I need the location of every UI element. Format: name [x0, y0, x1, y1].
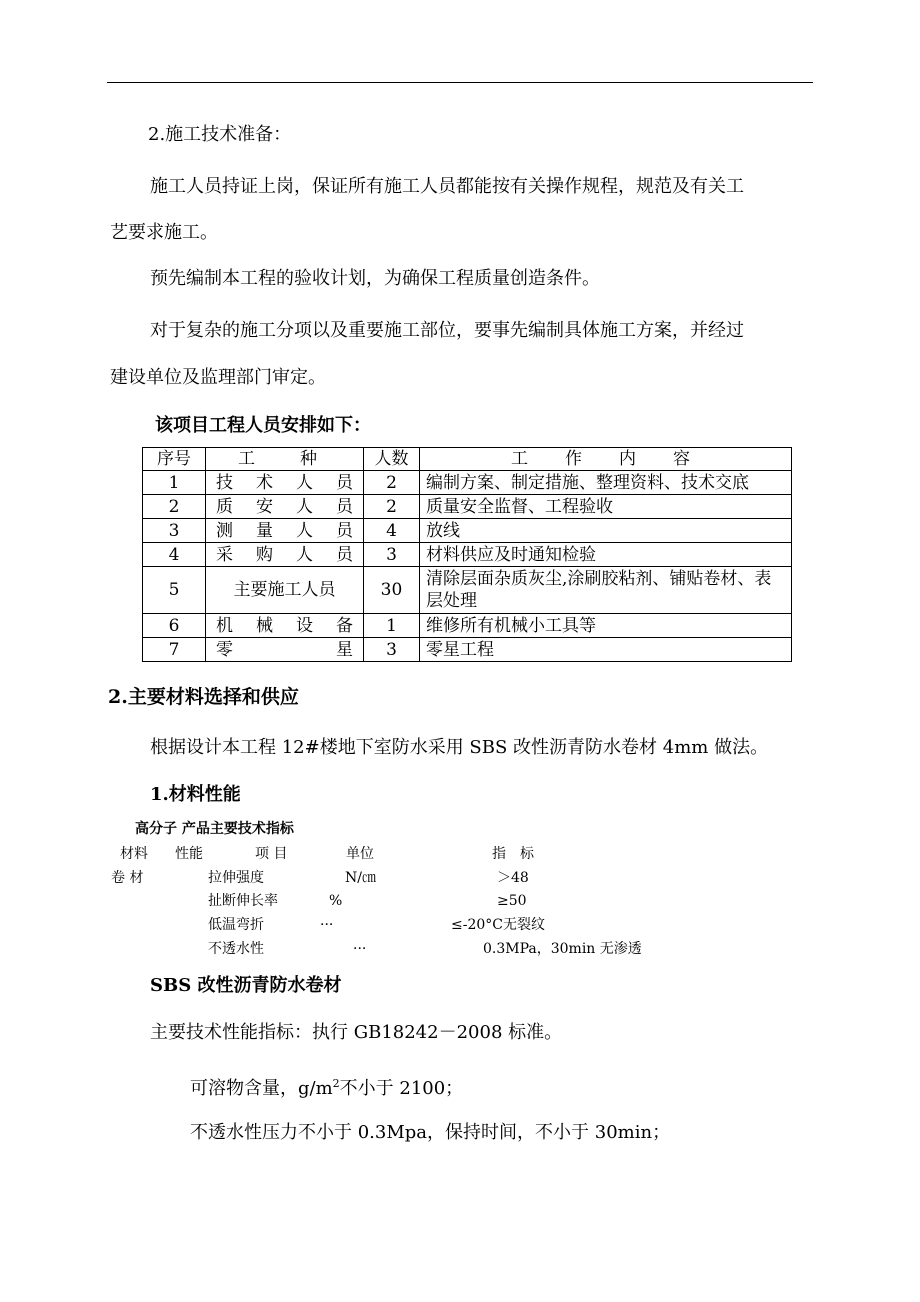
header-cell-work: 工 作 内 容: [420, 448, 792, 471]
spec-header-unit: 单位: [346, 846, 374, 862]
cell-type: 测量人员: [206, 519, 364, 543]
sbs-heading: SBS 改性沥青防水卷材: [150, 975, 342, 996]
cell-work: 材料供应及时通知检验: [420, 543, 792, 567]
spec-value: ≥50: [497, 893, 527, 909]
table-row: [143, 495, 792, 519]
cell-no: 5: [143, 567, 206, 614]
requirement-soluble-suffix: 不小于 2100；: [339, 1078, 464, 1099]
cell-type: 主要施工人员: [206, 567, 364, 614]
spec-header-item: 项 目: [255, 846, 288, 862]
cell-type: 零星: [206, 638, 364, 662]
spec-value: 0.3MPa，30min 无渗透: [483, 941, 642, 957]
table-row: [143, 614, 792, 638]
paragraph-certification-line1: 施工人员持证上岗，保证所有施工人员都能按有关操作规程，规范及有关工: [150, 176, 744, 197]
cell-work: 清除层面杂质灰尘,涂刷胶粘剂、铺贴卷材、表层处理: [420, 567, 792, 614]
cell-type: 采购人员: [206, 543, 364, 567]
cell-work: 维修所有机械小工具等: [420, 614, 792, 638]
spec-value: ＞48: [497, 870, 529, 886]
cell-no: 3: [143, 519, 206, 543]
staff-table: [142, 447, 792, 662]
requirement-soluble-sup: 2: [332, 1077, 340, 1090]
cell-work: 编制方案、制定措施、整理资料、技术交底: [420, 471, 792, 495]
cell-work: 放线: [420, 519, 792, 543]
table-row: [143, 519, 792, 543]
table-row: [143, 471, 792, 495]
header-cell-count: 人数: [364, 448, 420, 471]
cell-work: 质量安全监督、工程验收: [420, 495, 792, 519]
header-rule: [107, 82, 813, 83]
cell-no: 7: [143, 638, 206, 662]
paragraph-design-basis: 根据设计本工程 12#楼地下室防水采用 SBS 改性沥青防水卷材 4mm 做法。: [150, 737, 769, 758]
spec-unit: ···: [353, 941, 367, 957]
spec-item: 低温弯折: [208, 917, 264, 933]
requirement-soluble-prefix: 可溶物含量，g/m: [190, 1078, 333, 1099]
table-row: [143, 543, 792, 567]
table-header-row: [143, 448, 792, 471]
spec-unit: N/㎝: [345, 870, 376, 886]
requirement-impermeability: 不透水性压力不小于 0.3Mpa，保持时间，不小于 30min；: [190, 1122, 671, 1143]
subheading-material-performance: 1.材料性能: [150, 784, 241, 805]
spec-item: 扯断伸长率: [208, 893, 278, 909]
spec-value: ≤-20°C无裂纹: [451, 917, 545, 933]
spec-header-index: 指 标: [492, 846, 534, 862]
paragraph-standard: 主要技术性能指标：执行 GB18242－2008 标准。: [150, 1022, 563, 1043]
spec-item: 不透水性: [208, 941, 264, 957]
requirement-soluble-content: [190, 1073, 463, 1100]
paragraph-acceptance-plan: 预先编制本工程的验收计划，为确保工程质量创造条件。: [150, 268, 600, 289]
cell-type: 机械设备: [206, 614, 364, 638]
cell-count: 2: [364, 495, 420, 519]
table-row: [143, 638, 792, 662]
cell-no: 2: [143, 495, 206, 519]
cell-count: 2: [364, 471, 420, 495]
paragraph-complex-items-line1: 对于复杂的施工分项以及重要施工部位，要事先编制具体施工方案，并经过: [150, 320, 744, 341]
spec-material-label: 卷 材: [111, 870, 144, 886]
paragraph-complex-items-line2: 建设单位及监理部门审定。: [110, 367, 326, 388]
header-cell-type: 工 种: [206, 448, 364, 471]
spec-unit: ···: [320, 917, 334, 933]
cell-no: 6: [143, 614, 206, 638]
section-heading-tech-prep: 2.施工技术准备：: [148, 124, 292, 145]
cell-count: 30: [364, 567, 420, 614]
section-heading-materials: 2.主要材料选择和供应: [108, 686, 299, 708]
spec-title: 高分子 产品主要技术指标: [135, 821, 294, 837]
staff-intro-heading: 该项目工程人员安排如下：: [155, 415, 371, 436]
table-row: [143, 567, 792, 614]
header-cell-no: 序号: [143, 448, 206, 471]
cell-count: 3: [364, 638, 420, 662]
spec-header-performance: 性能: [175, 846, 203, 862]
cell-count: 4: [364, 519, 420, 543]
cell-type: 质安人员: [206, 495, 364, 519]
cell-no: 1: [143, 471, 206, 495]
cell-type: 技术人员: [206, 471, 364, 495]
spec-unit: %: [329, 893, 343, 909]
spec-header-material: 材料: [120, 846, 148, 862]
cell-work: 零星工程: [420, 638, 792, 662]
spec-item: 拉伸强度: [208, 870, 264, 886]
cell-count: 1: [364, 614, 420, 638]
cell-no: 4: [143, 543, 206, 567]
cell-count: 3: [364, 543, 420, 567]
paragraph-certification-line2: 艺要求施工。: [110, 222, 218, 243]
